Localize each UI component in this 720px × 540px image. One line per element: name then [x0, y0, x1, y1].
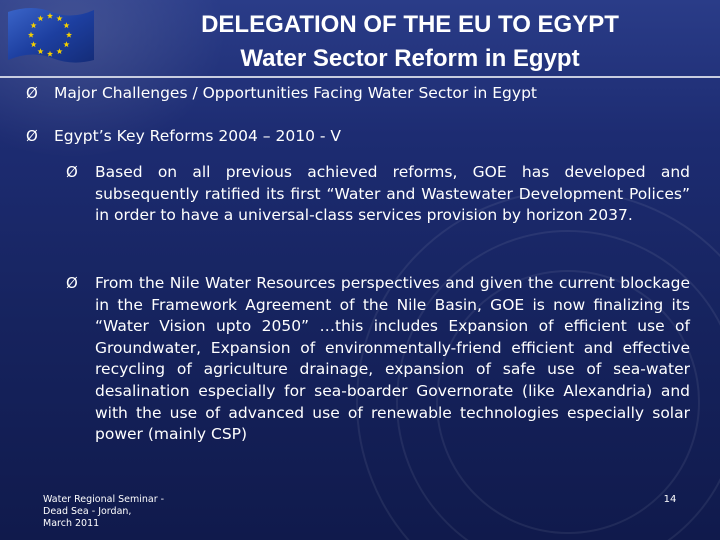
sub-bullet-text: From the Nile Water Resources perspectives and given the current blockage in the Framework Agreement of the Nile Basin, GOE is now finalizing its “Water Vision upto 2050” …this includes Expansion of efficient use of Groundwater, Expansion of environmentally-friend efficient and effective recycling of agriculture drainage, expansion of safe use of sea-water desalination especially for sea-boarder Governorate (like Alexandria) and with the use of advanced use of renewable technologies especially solar power (mainly CSP) — [95, 274, 690, 444]
title-divider — [0, 76, 720, 78]
sub-bullet-item — [66, 273, 690, 446]
sub-bullet-item — [66, 162, 690, 227]
arrowhead-bullet-icon: Ø — [66, 274, 78, 292]
footer-line: March 2011 — [43, 518, 100, 529]
footer-line: Water Regional Seminar - — [43, 494, 165, 505]
bullet-item — [26, 126, 341, 146]
page-subtitle: Water Sector Reform in Egypt — [240, 45, 580, 72]
sub-bullet-text: Based on all previous achieved reforms, GOE has developed and subsequently ratified its first “Water and Wastewater Development Polices” in order to have a universal-class services provision by horizon 2037. — [95, 163, 690, 225]
bullet-item — [26, 83, 537, 103]
page-number: 14 — [663, 494, 677, 505]
arrowhead-bullet-icon: Ø — [66, 163, 78, 181]
footer-line: Dead Sea - Jordan, — [43, 506, 132, 517]
bullet-text: Egypt’s Key Reforms 2004 – 2010 - V — [54, 127, 341, 145]
bullet-text: Major Challenges / Opportunities Facing Water Sector in Egypt — [54, 84, 537, 102]
arrowhead-bullet-icon: Ø — [26, 84, 38, 102]
eu-flag-icon — [2, 2, 98, 68]
page-title: DELEGATION OF THE EU TO EGYPT — [201, 11, 619, 38]
arrowhead-bullet-icon: Ø — [26, 127, 38, 145]
footer-citation — [43, 494, 203, 530]
